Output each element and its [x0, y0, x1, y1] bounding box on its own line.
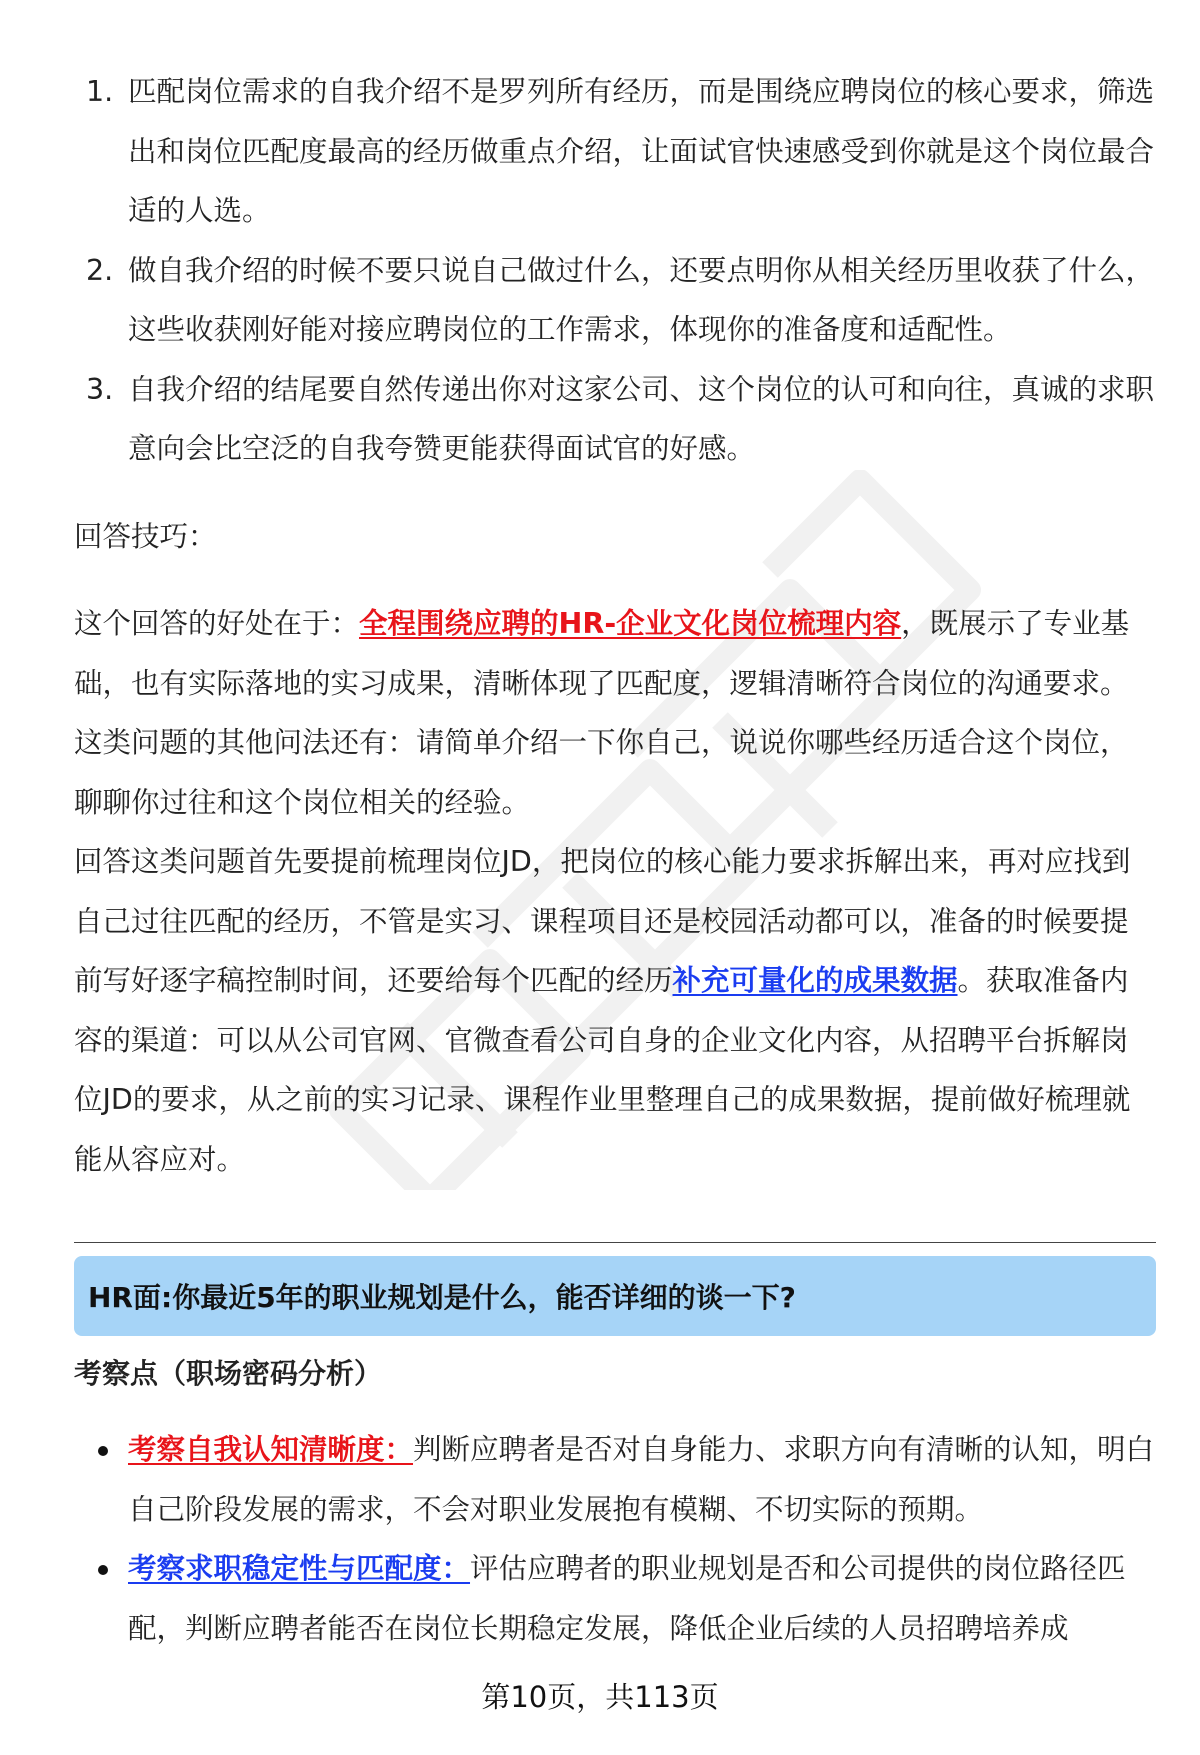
list-item [74, 360, 1154, 479]
list-item-text: 匹配岗位需求的自我介绍不是罗列所有经历，而是围绕应聘岗位的核心要求，筛选出和岗位匹配度最高的经历做重点介绍，让面试官快速感受到你就是这个岗位最合适的人选。 [128, 75, 1155, 227]
numbered-list [74, 62, 1154, 479]
bullet-dot [98, 1446, 108, 1456]
bullet-item [74, 1539, 1156, 1658]
list-item [74, 241, 1154, 360]
page-footer: 第10页，共113页 [481, 1680, 719, 1714]
bullet-list [74, 1420, 1156, 1658]
section-title: 考察点（职场密码分析） [74, 1357, 383, 1390]
list-item [74, 62, 1154, 241]
bullet-highlight: 考察自我认知清晰度： [128, 1433, 414, 1466]
method-body: 回答这类问题首先要提前梳理岗位JD，把岗位的核心能力要求拆解出来，再对应找到自己过往匹配的经历，不管是实习、课程项目还是校园活动都可以，准备的时候要提前写好逐字稿控制时间，还要给每个匹配的经历 [74, 845, 1131, 997]
method-tail: 。获取准备内容的渠道：可以从公司官网、官微查看公司自身的企业文化内容，从招聘平台拆解岗位JD的要求，从之前的实习记录、课程作业里整理自己的成果数据，提前做好梳理就能从容应对。 [74, 964, 1131, 1176]
benefit-body: ，既展示了专业基础，也有实际落地的实习成果，清晰体现了匹配度，逻辑清晰符合岗位的沟通要求。这类问题的其他问法还有：请简单介绍一下你自己，说说你哪些经历适合这个岗位，聊聊你过往和这个岗位相关的经验。 [74, 607, 1130, 819]
method-paragraph [74, 832, 1154, 1189]
bullet-item [74, 1420, 1156, 1539]
bullet-highlight: 考察求职稳定性与匹配度： [128, 1552, 471, 1585]
question-box [74, 1256, 1156, 1336]
list-item-text: 做自我介绍的时候不要只说自己做过什么，还要点明你从相关经历里收获了什么，这些收获刚好能对接应聘岗位的工作需求，体现你的准备度和适配性。 [128, 253, 1155, 346]
bullet-text: 判断应聘者是否对自身能力、求职方向有清晰的认知，明白自己阶段发展的需求，不会对职业发展抱有模糊、不切实际的预期。 [128, 1433, 1155, 1526]
bullet-dot [98, 1565, 108, 1575]
list-item-text: 自我介绍的结尾要自然传递出你对这家公司、这个岗位的认可和向往，真诚的求职意向会比空泛的自我夸赞更能获得面试官的好感。 [128, 372, 1155, 465]
tips-label: 回答技巧： [74, 519, 217, 553]
list-number: 1. [86, 75, 114, 108]
bullet-text: 评估应聘者的职业规划是否和公司提供的岗位路径匹配，判断应聘者能否在岗位长期稳定发展，降低企业后续的人员招聘培养成 [128, 1552, 1126, 1645]
list-number: 3. [86, 372, 114, 406]
main-content [74, 62, 1154, 1189]
section-divider [74, 1242, 1156, 1243]
benefit-highlight: 全程围绕应聘的HR-企业文化岗位梳理内容 [359, 607, 902, 640]
question-text: HR面:你最近5年的职业规划是什么，能否详细的谈一下? [88, 1281, 796, 1314]
list-number: 2. [86, 253, 114, 287]
benefit-paragraph [74, 594, 1154, 832]
method-highlight: 补充可量化的成果数据 [672, 964, 958, 997]
benefit-intro: 这个回答的好处在于： [74, 607, 360, 640]
